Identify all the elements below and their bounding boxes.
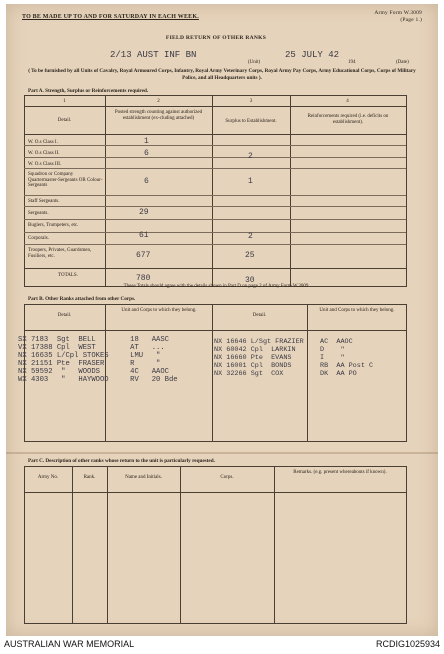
attached-entry-left: WX 4303 " HAYWOOD RV 20 Bde: [18, 376, 178, 384]
page-number: (Page 1.): [400, 17, 422, 23]
attached-entry-left: NX 59592 " WOODS 4C AAOC: [18, 368, 169, 376]
attached-entry-left: NX 21151 Pte FRASER R ": [18, 360, 161, 368]
form-header: [22, 10, 422, 23]
part-b-header-unit-right: Unit and Corps to which they belong.: [319, 308, 395, 313]
posted-wo2: 6: [144, 149, 149, 158]
part-b-header-detail-left: Detail.: [57, 313, 72, 318]
part-b-title: Part B. Other Ranks attached from other Corps.: [28, 296, 136, 302]
col-header-posted: Posted strength counting against authorized establishment (ex-cluding attached): [114, 110, 203, 121]
col-header-surplus: Surplus to Establishment.: [225, 119, 277, 124]
attached-entry-right: NX 16646 L/Sgt FRAZIER AC AAOC: [214, 338, 353, 346]
attached-entry-left: VX 17388 Cpl WEST AT ...: [18, 344, 165, 352]
part-a-title: Part A. Strength, Surplus or Reinforcements required.: [28, 88, 149, 94]
total-posted: 780: [136, 274, 151, 283]
surplus-corporals: 2: [248, 232, 253, 241]
row-label-cqms: Squadron or Company Quartermaster-Sergeants OR Colour-Sergeants: [28, 172, 103, 188]
row-label-buglers: Buglers, Trumpeters, etc.: [28, 223, 79, 228]
col-header-detail: Detail.: [57, 118, 72, 123]
part-c-header-army-no: Army No.: [37, 475, 59, 480]
part-b-header-detail-right: Detail.: [252, 313, 267, 318]
unit-value: 2/13 AUST INF BN: [110, 50, 197, 60]
total-surplus: 30: [245, 276, 255, 285]
form-id: Army Form W.3009: [374, 10, 422, 16]
totals-label: TOTALS.: [58, 273, 78, 278]
row-label-privates: Troopers, Privates, Guardsmen, Fusiliers, etc.: [28, 248, 92, 259]
totals-note: These Totals should agree with the details shown in Part D on page 2 of Army Form W.3009: [123, 284, 309, 289]
surplus-wo2: 2: [248, 152, 253, 161]
part-c-title: Part C. Description of other ranks whose return to the unit is particularly requested.: [28, 458, 215, 464]
posted-corporals: 61: [139, 231, 149, 240]
posted-wo1: 1: [144, 137, 149, 146]
unit-label: (Unit): [248, 60, 261, 65]
row-label-corporals: Corporals.: [28, 236, 49, 241]
surplus-cqms: 1: [248, 177, 253, 186]
posted-privates: 677: [136, 251, 151, 260]
attached-entry-left: SX 7183 Sgt BELL 18 AASC: [18, 336, 169, 344]
attached-entry-right: NX 60042 Cpl LARKIN D ": [214, 346, 345, 354]
row-label-staff-sgt: Staff Sergeants.: [28, 199, 60, 204]
attached-entry-right: NX 32266 Sgt COX DK AA PO: [214, 370, 357, 378]
attached-entry-right: NX 16660 Pte EVANS I ": [214, 354, 345, 362]
paper-fold: [6, 452, 438, 454]
col-header-reinforcements: Reinforcements required (i.e. deficits on establishment).: [307, 114, 389, 125]
attached-entry-left: NX 16635 L/Cpl STOKES LMU ": [18, 352, 161, 360]
date-value: 25 JULY 42: [285, 50, 340, 60]
col-number-3: 3: [249, 99, 253, 104]
posted-sgt: 29: [139, 208, 149, 217]
date-label: (Date): [396, 60, 409, 65]
part-b-header-unit-left: Unit and Corps to which they belong.: [121, 308, 197, 313]
year-label: 194: [348, 60, 356, 65]
col-number-4: 4: [346, 99, 349, 104]
row-label-wo1: W. O.s Class I.: [28, 140, 58, 145]
part-c-header-name: Name and Initials.: [125, 475, 162, 480]
row-label-wo3: W. O.s Class III.: [28, 162, 62, 167]
form-instructions: ( To be furnished by all Units of Cavalry, Royal Armoured Corps, Infantry, Royal Army Veterinary Corps, Royal Army Pay Corps, Army Educational Corps, Corps of Military Police, and all Headquarters units ).: [28, 68, 416, 81]
instruction-top: TO BE MADE UP TO AND FOR SATURDAY IN EACH WEEK.: [22, 14, 199, 20]
row-label-wo2: W. O.s Class II.: [28, 151, 60, 156]
posted-cqms: 6: [144, 177, 149, 186]
form-title: FIELD RETURN OF OTHER RANKS: [165, 35, 267, 41]
row-label-sgt: Sergeants.: [28, 211, 49, 216]
part-c-header-rank: Rank.: [83, 475, 96, 480]
col-number-2: 2: [157, 99, 160, 104]
footer-source: AUSTRALIAN WAR MEMORIAL: [4, 639, 135, 649]
attached-entry-right: NX 16001 Cpl BONDS RB AA Post C: [214, 362, 374, 370]
part-c-header-corps: Corps.: [220, 475, 234, 480]
col-number-1: 1: [63, 99, 66, 104]
surplus-privates: 25: [245, 251, 255, 260]
part-c-header-remarks: Remarks. (e.g. present whereabouts if known).: [293, 470, 387, 475]
footer-record-id: RCDIG1025934: [375, 639, 440, 649]
